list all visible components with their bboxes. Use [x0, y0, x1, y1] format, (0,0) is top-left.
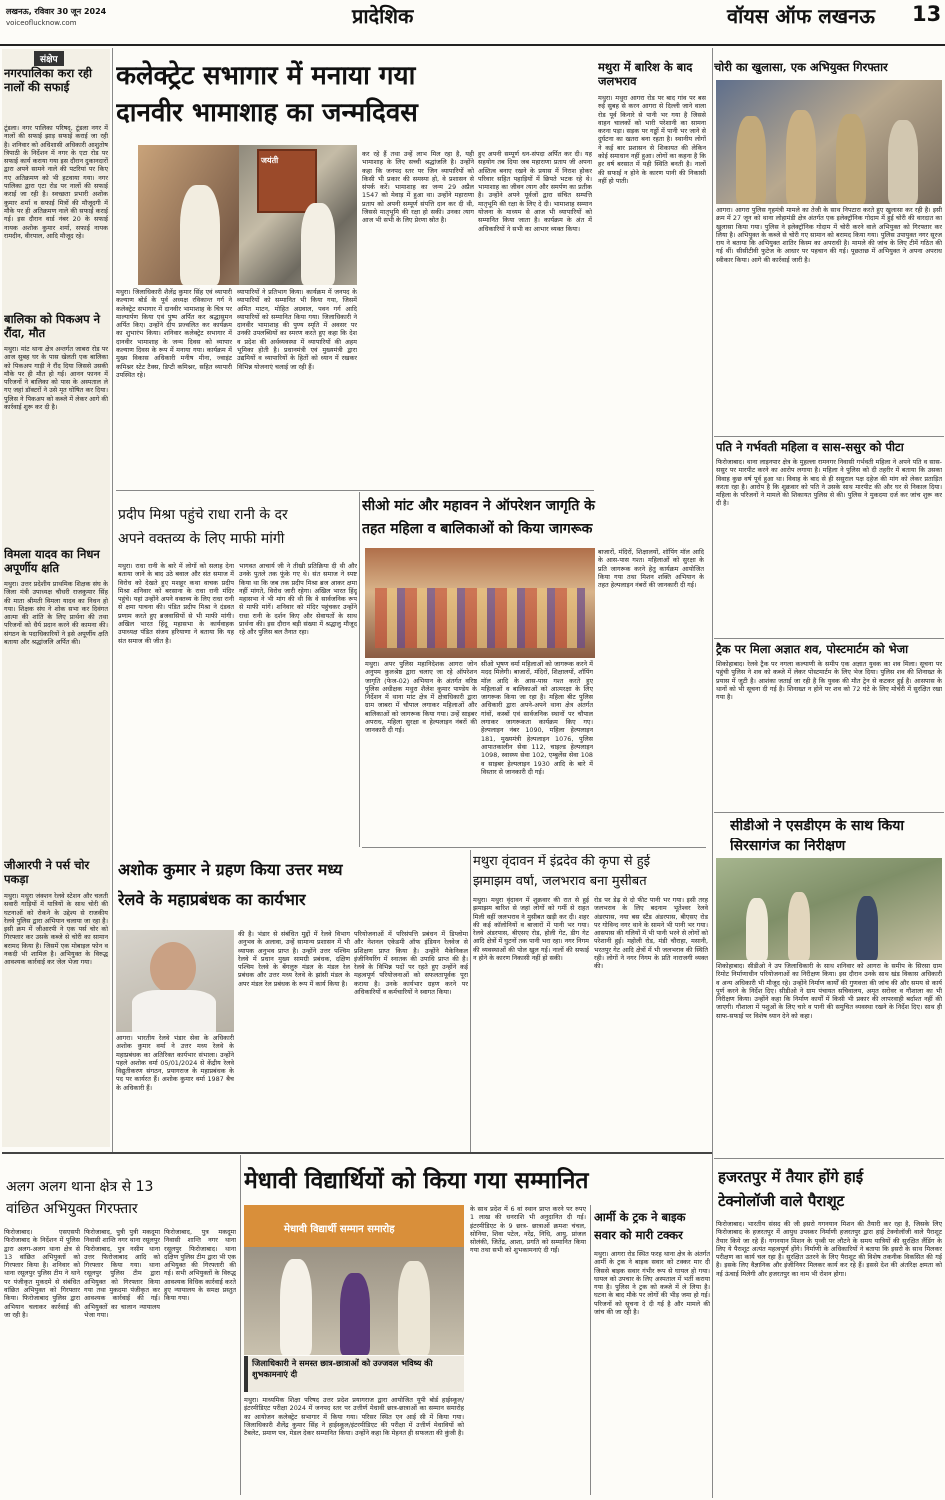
briefs-label: संक्षेप: [34, 51, 64, 66]
brief-4-body: मथुरा। मथुरा जंक्शन रेलवे स्टेशन और चलती सवारी गाड़ियों में यात्रियों के साथ चोरी की घटनाओं को रोकने के उद्देश्य से राजकीय रेलवे पुलिस द्वारा अभियान चलाया जा रहा है। इसी क्रम में जीआरपी ने एक पर्स चोर को गिरफ्तार कर उसके कब्जे से चोरी का सामान बरामद किया है। जिसमें एक मोबाइल फोन व नकदी भी शामिल है। अभियुक्त के विरुद्ध आवश्यक कार्रवाई कर जेल भेजा गया।: [4, 892, 108, 967]
theft-headline: चोरी का खुलासा, एक अभियुक्त गिरफ्तार: [714, 60, 888, 74]
rail-body-a: आगरा। भारतीय रेलवे भंडार सेवा के अधिकारी अशोक कुमार वर्मा ने उत्तर मध्य रेलवे के महाप्रबंधक का अतिरिक्त कार्यभार संभाला। उन्होंने पहले अशोक वर्मा 05/01/2024 से केंद्रीय रेलवे विद्युतीकरण संगठन, प्रयागराज के महाप्रबंधक के पद पर कार्यरत हैं। अशोक कुमार वर्मा 1987 बैच के अधिकारी हैं।: [116, 1034, 234, 1092]
brief-2-body: मथुरा। मांट थाना क्षेत्र अन्तर्गत जाबरा रोड पर आज सुबह घर के पास खेलती एक बालिका को पिकअप गाड़ी ने रौंद दिया जिससे उसकी मौके पर ही मौत हो गई। आनन फानन में परिजनों ने बालिका को पास के अस्पताल ले गए जहां डॉक्टरों ने उसे मृत घोषित कर दिया। पुलिस ने पिकअप को कब्जे में लेकर आगे की कार्रवाई शुरू कर दी है।: [4, 345, 108, 412]
accused-body-b: फिरोजाबाद, पुत्री पुत्री मकदूमा निवासी शान्ति नगर थाना रसूलपुर फिरोजाबाद, पुत्र नसीम थाना उत्तर फिरोजाबाद आदि को गिरफ्तार किया गया। थाना रसूलपुर पुलिस टीम द्वारा अभियुक्त को गिरफ्तार किया गया तथा मुकदमा पंजीकृत कर आवश्यक कार्रवाई की गई। अभियुक्तों का चालान न्यायालय भेजा गया।: [84, 1228, 160, 1319]
rail-photo: [116, 930, 234, 1032]
jagriti-body-b: सीओ भूषण वर्मा महिलाओं को जागरूक करने में मदद मिलेगी। बाजारों, मंदिरों, शिक्षालयों, शॉपिंग मॉल आदि के आस-पास गश्त करते हुए महिलाओं व बालिकाओं को आत्मरक्षा के लिए जागरूक किया जा रहा है। महिला बीट पुलिस अधिकारी द्वारा अपने-अपने थाना क्षेत्र अंतर्गत गांवों, कस्बों एवं सार्वजनिक स्थानों पर चौपाल लगाकर जागरूकता कार्यक्रम किए गए। हेल्पलाइन नंबर 1090, महिला हेल्पलाइन 181, मुख्यमंत्री हेल्पलाइन 1076, पुलिस आपातकालीन सेवा 112, चाइल्ड हेल्पलाइन 1098, स्वास्थ्य सेवा 102, एम्बुलेंस सेवा 108 व साइबर हेल्पलाइन 1930 आदि के बारे में विस्तार से जानकारी दी गई।: [481, 660, 593, 776]
accused-headline-1: अलग अलग थाना क्षेत्र से 13: [6, 1179, 154, 1195]
lead-body-c: कर रहे हैं तथा उन्हें लाभ मिल रहा है, यही भामाशाह के लिए सच्ची श्रद्धांजलि है। उन्होंने कहा कि जनपद स्तर पर जिन व्यापारियों को किसी भी प्रकार की समस्या हो, वे प्रशासन से संपर्क करें। भामाशाह का जन्म 29 अप्रैल 1547 को मेवाड़ में हुआ था। उन्होंने महाराणा प्रताप को अपनी सम्पूर्ण संपत्ति दान कर दी थी, जिससे मातृभूमि की रक्षा हो सकी। उनका त्याग आज भी सभी के लिए प्रेरणा स्रोत है।: [362, 150, 474, 225]
flood-headline-1: मथुरा वृंदावन में इंद्रदेव की कृपा से हुई: [473, 854, 650, 869]
portrait-banner: जयंती: [261, 156, 279, 165]
students-headline: मेधावी विद्यार्थियों को किया गया सम्मानित: [244, 1167, 589, 1194]
website: voiceoflucknow.com: [6, 19, 77, 27]
parachute-headline-1: हजरतपुर में तैयार होंगे हाई: [718, 1168, 864, 1186]
flood-headline-2: झमाझम वर्षा, जलभराव बना मुसीबत: [473, 874, 647, 889]
rail-headline-1: अशोक कुमार ने ग्रहण किया उत्तर मध्य: [118, 860, 343, 879]
sdm-body: शिकोहाबाद। सीडीओ ने उप जिलाधिकारी के साथ शनिवार को आगरा के समीप के सिरसा ग्राम रिमोट निर्माणाधीन परियोजनाओं का निरीक्षण किया। इस दौरान उनके साथ खंड विकास अधिकारी व अन्य अधिकारी भी मौजूद रहे। उन्होंने निर्माण कार्यों की गुणवत्ता की जांच की और समय से कार्य पूर्ण करने के निर्देश दिए। सीडीओ ने ग्राम पंचायत सचिवालय, अमृत सरोवर व गौशाला का भी निरीक्षण किया। उन्होंने कहा कि निर्माण कार्यों में किसी भी प्रकार की लापरवाही बर्दाश्त नहीं की जाएगी। गौशाला में पशुओं के लिए चारे व पानी की समुचित व्यवस्था रखने के निर्देश दिए। साथ ही साफ-सफाई पर विशेष ध्यान देने को कहा।: [716, 962, 942, 1020]
body-found-body: शिकोहाबाद। रेलवे ट्रैक पर नगला कल्याणी के समीप एक अज्ञात युवक का शव मिला। सूचना पर पहुंची पुलिस ने शव को कब्जे में लेकर पोस्टमार्टम के लिए भेज दिया। पुलिस शव की शिनाख्त के प्रयास में जुटी है। आशंका जताई जा रही है कि युवक की मौत ट्रेन से कटकर हुई है। आसपास के थानों को भी सूचना दी गई है। शिनाख्त न होने पर शव को 72 घंटे के लिए मोर्चरी में सुरक्षित रखा गया है।: [716, 660, 942, 702]
parachute-headline-2: टेक्नोलॉजी वाले पैराशूट: [718, 1192, 845, 1210]
accused-body-a: फिरोजाबाद। एसएसपी फिरोजाबाद के निर्देशन में पुलिस द्वारा अलग-अलग थाना क्षेत्र से 13 वांछित अभियुक्तों को गिरफ्तार किया है। शनिवार को थाना रसूलपुर पुलिस टीम ने थाने पर पंजीकृत मुकदमे से संबंधित वांछित अभियुक्त को गिरफ्तार किया। फिरोजाबाद पुलिस द्वारा अभियान चलाकर कार्रवाई की जा रही है।: [4, 1228, 80, 1319]
rail-body-c: परियोजनाओं में परिसंपत्ति प्रबंधन में डिप्लोमा और नेशनल एकेडमी ऑफ इंडियन रेलवेज से प्रशिक्षण प्राप्त किया है। उन्होंने मैकेनिकल इंजीनियरिंग में स्नातक की उपाधि प्राप्त की है। रेलवे के विभिन्न पदों पर रहते हुए उन्होंने कई महत्वपूर्ण परियोजनाओं को सफलतापूर्वक पूरा कराया है। उनके कार्यभार ग्रहण करने पर अधिकारियों व कर्मचारियों ने स्वागत किया।: [354, 930, 468, 997]
lead-headline-1: कलेक्ट्रेट सभागार में मनाया गया: [116, 61, 416, 91]
students-body-c: के साथ प्रदेश में 6 वां स्थान प्राप्त करने पर रुपए 1 लाख की धनराशि भी अनुदानित दी गई। इंटरमीडिएट के 9 छात्र- छात्राओं क्रमशः चंचल, सोनिया, शिवा पटेल, नरेंद्र, निधि, आयु, प्रांजल सोलंकी, जितेंद्र, आशा, प्रगति को सम्मानित किया गया तथा सभी को शुभकामनाएं दी गईं।: [470, 1205, 586, 1255]
lead-body-d: हुए अपनी सम्पूर्ण धन-संपदा अर्पित कर दी। यह सहयोग तब दिया जब महाराणा प्रताप जी अपना अस्तित्व बनाए रखने के प्रयास में निराश होकर परिवार सहित पहाड़ियों में छिपते भटक रहे थे। भामाशाह का जीवन त्याग और समर्पण का प्रतीक है। उन्होंने अपने पूर्वजों द्वारा संचित सम्पत्ति मातृभूमि की रक्षा के लिए दे दी। भामाशाह सम्मान योजना के माध्यम से आज भी व्यापारियों को सम्मानित किया जाता है। कार्यक्रम के अंत में अधिकारियों ने सभी का आभार व्यक्त किया।: [478, 150, 592, 233]
rain-body: मथुरा। मथुरा आगरा रोड पर बाद गांव पर बस रुई सुबह से करन आगरा से दिल्ली जाने वाला रोड पूर्व किनारे से पानी भर गया है जिससे वाहन चालकों को भारी परेशानी का सामना करना पड़ा। सड़क पर गड्ढों में पानी भर जाने से दुर्घटना का खतरा बना रहता है। स्थानीय लोगों ने कई बार प्रशासन से शिकायत की लेकिन कोई समाधान नहीं हुआ। लोगों का कहना है कि हर वर्ष बरसात में यही स्थिति बनती है। नालों की सफाई न होने के कारण पानी की निकासी नहीं हो पाती।: [598, 94, 706, 185]
students-caption: जिलाधिकारी ने समस्त छात्र-छात्राओं को उज्जवल भविष्य की शुभकामनाएं दी: [252, 1358, 433, 1379]
theft-photo: [716, 80, 942, 204]
lead-body-b: व्यापारियों ने प्रतिभाग किया। कार्यक्रम में जनपद के व्यापारियों को सम्मानित भी किया गया, जिसमें अमित माटन, मोहित अग्रवाल, पवन गर्ग आदि व्यापारियों को सम्मानित किया गया। जिलाधिकारी ने दानवीर भामाशाह की पुण्य स्मृति में अवसर पर उनकी उपलब्धियों का स्मरण करते हुए कहा कि देश व प्रदेश की अर्थव्यवस्था में व्यापारियों की अहम भूमिका होती है। प्रधानमंत्री एवं मुख्यमंत्री द्वारा उद्यमियों व व्यापारियों के हितों को ध्यान में रखकर विभिन्न योजनाएं चलाई जा रही हैं।: [237, 288, 357, 371]
jagriti-photo: [365, 548, 595, 658]
brief-3-body: मथुरा। उत्तर प्रदेशीय प्राथमिक शिक्षक संघ के जिला मंत्री उपाध्यक्ष चौधरी राजकुमार सिंह की माता श्रीमती विमला यादव का निधन हो गया। शिक्षक संघ ने शोक सभा कर दिवंगत आत्मा की शांति के लिए प्रार्थना की तथा परिजनों को धैर्य प्रदान करने की कामना की। संगठन के पदाधिकारियों ने इसे अपूर्णीय क्षति बताया और श्रद्धांजलि अर्पित की।: [4, 580, 108, 647]
army-headline-2: सवार को मारी टक्कर: [594, 1228, 683, 1242]
army-body: मथुरा। आगरा रोड स्थित फरह थाना क्षेत्र के अंतर्गत आर्मी के ट्रक ने बाइक सवार को टक्कर मार दी जिससे बाइक सवार गंभीर रूप से घायल हो गया। घायल को उपचार के लिए अस्पताल में भर्ती कराया गया है। पुलिस ने ट्रक को कब्जे में ले लिया है। घटना के बाद मौके पर लोगों की भीड़ जमा हो गई। परिजनों को सूचना दे दी गई है और मामले की जांच की जा रही है।: [594, 1250, 710, 1317]
masthead: [0, 0, 945, 44]
jagriti-headline-2: तहत महिला व बालिकाओं को किया जागरूक: [362, 521, 593, 537]
pradeep-headline-1: प्रदीप मिश्रा पहुंचे राधा रानी के दर: [118, 507, 288, 523]
parachute-body: फिरोजाबाद। भारतीय संसद की जी इसरो गगनयान मिशन की तैयारी कर रहा है, जिसके लिए फिरोजाबाद के हजरतपुर में आयुध उपस्कर निर्माणी हजरतपुर द्वारा हाई टेक्नोलॉजी वाले पैराशूट तैयार किये जा रहे हैं। गगनयान मिशन के पृथ्वी पर लौटने के समय यात्रियों की सुरक्षित लैंडिंग के लिए ये पैराशूट अत्यंत महत्वपूर्ण होंगे। निर्माणी के अधिकारियों ने बताया कि इसरो के साथ मिलकर परीक्षण का कार्य चल रहा है। सुरक्षित उतरने के लिए पैराशूट की विशेष तकनीक विकसित की गई है। इसके लिए वैज्ञानिक और इंजीनियर मिलकर कार्य कर रहे हैं। इससे देश की अंतरिक्ष क्षमता को नई ऊंचाई मिलेगी और हजरतपुर का नाम भी रोशन होगा।: [716, 1220, 942, 1278]
jagriti-body-a: मथुरा। अपर पुलिस महानिदेशक आगरा जोन अनुपम कुलश्रेष्ठ द्वारा चलाए जा रहे ऑपरेशन जागृति (फेज-02) अभियान के अंतर्गत वरिष्ठ पुलिस अधीक्षक मथुरा शैलेश कुमार पाण्डेय के निर्देशन में थाना मांट क्षेत्र में क्षेत्राधिकारी द्वारा ग्राम जाबरा में चौपाल लगाकर महिलाओं और बालिकाओं को जागरूक किया गया। उन्हें साइबर अपराध, महिला सुरक्षा व हेल्पलाइन नंबरों की जानकारी दी गई।: [365, 660, 477, 735]
lead-photo-2: [239, 145, 357, 285]
jagriti-headline-1: सीओ मांट और महावन ने ऑपरेशन जागृति के: [362, 498, 595, 514]
dateline: लखनऊ, रविवार 30 जून 2024: [6, 7, 107, 16]
rail-headline-2: रेलवे के महाप्रबंधक का कार्यभार: [118, 890, 306, 909]
accused-headline-2: वांछित अभियुक्त गिरफ्तार: [6, 1201, 138, 1217]
brief-3-headline: विमला यादव का निधन अपूर्णीय क्षति: [4, 547, 100, 575]
masthead-rule: [0, 44, 945, 46]
page-number: 13: [912, 2, 942, 26]
pradeep-body-a: मथुरा। राधा रानी के बारे में लोगों को सलाह देना बताया जाने के बाद उठे बवाल और संत समाज में विरोध को देखते हुए मशहूर कथा वाचक प्रदीप मिश्रा शनिवार को बरसाना के राधा रानी मंदिर पहुंचे। यहां उन्होंने अपने वक्तव्य के लिए राधा रानी से क्षमा याचना की। पंडित प्रदीप मिश्रा ने दंडवत प्रणाम करते हुए ब्रजवासियों से भी माफी मांगी। अखिल भारत हिंदू महासभा के कार्यवाहक उपाध्यक्ष पंडित संजय हरियाणा ने बताया कि यह संत समाज की जीत है।: [118, 562, 234, 645]
students-photo: [244, 1205, 464, 1355]
flood-body-b: रोड पर डेढ़ से दो फीट पानी भर गया। इसी तरह जलभराव के लिए बदनाम भूतेश्वर रेलवे अंडरपास, नया बस स्टैंड अंडरपास, बीएसए रोड पर गोविन्द नगर थाने के सामने भी पानी भर गया। आसपास की गलियों में भी पानी भरने से लोगों को परेशानी हुई। महोली रोड, मंडी चौराहा, मसानी, भरतपुर गेट आदि क्षेत्रों में भी जलभराव की स्थिति रही। लोगों ने नगर निगम के प्रति नाराजगी व्यक्त की।: [594, 896, 708, 971]
students-body-a: मथुरा। माध्यमिक शिक्षा परिषद उत्तर प्रदेश प्रयागराज द्वारा आयोजित यूपी बोर्ड हाईस्कूल/इंटरमीडिएट परीक्षा 2024 में जनपद स्तर पर उत्तीर्ण मेधावी छात्र-छात्राओं का सम्मान समारोह का आयोजन कलेक्ट्रेट सभागार में किया गया। परिसर स्थित एन आई सी में किया गया। जिलाधिकारी शैलेंद्र कुमार सिंह ने हाईस्कूल/इंटरमीडिएट की परीक्षा में उत्तीर्ण मेधावियों को टैबलेट, प्रमाण पत्र, मेडल देकर सम्मानित किया। उन्होंने कहा कि मेहनत ही सफलता की कुंजी है।: [244, 1396, 464, 1438]
sdm-headline-1: सीडीओ ने एसडीएम के साथ किया: [730, 818, 905, 834]
dowry-body: फिरोजाबाद। थाना लाइनपार क्षेत्र के मुहल्ला रामनगर निवासी गर्भवती महिला ने अपने पति व सास-ससुर पर मारपीट करने का आरोप लगाया है। महिला ने पुलिस को दी तहरीर में बताया कि उसका विवाह कुछ वर्ष पूर्व हुआ था। विवाह के बाद से ही ससुराल पक्ष दहेज की मांग को लेकर प्रताड़ित करता रहा है। आरोप है कि शुक्रवार को पति ने उसके साथ मारपीट की और घर से निकाल दिया। महिला के परिजनों ने मामले की शिकायत पुलिस से की। पुलिस ने मुकदमा दर्ज कर जांच शुरू कर दी है।: [716, 458, 942, 508]
army-headline-1: आर्मी के ट्रक ने बाइक: [594, 1210, 686, 1224]
pradeep-body-b: भागवत आचार्य जी ने तीखी प्रतिक्रिया दी थी और उनके पुतले तक फूंके गए थे। संत समाज ने स्पष्ट किया था कि जब तक प्रदीप मिश्रा ब्रज आकर क्षमा नहीं मांगते, विरोध जारी रहेगा। अखिल भारत हिंदू महासभा ने भी मांग की थी कि वे सार्वजनिक रूप से माफी मांगें। शनिवार को मंदिर पहुंचकर उन्होंने राधा रानी के दर्शन किए और सेवायतों के साथ प्रार्थना की। इस दौरान बड़ी संख्या में श्रद्धालु मौजूद रहे और पुलिस बल तैनात रहा।: [239, 562, 357, 637]
brief-2-headline: बालिका को पिकअप ने रौंदा, मौत: [4, 312, 100, 340]
rail-body-b: की है। भंडार से संबंधित मुद्दों में रेलवे विभाग अनुभव के अलावा, उन्हें सामान्य प्रशासन में भी व्यापक अनुभव प्राप्त है। उन्होंने उत्तर पश्चिम रेलवे में प्रधान मुख्य सामग्री प्रबंधक, दक्षिण पश्चिम रेलवे के बेंगलुरु मंडल के मंडल रेल प्रबंधक और उत्तर मध्य रेलवे के झांसी मंडल के अपर मंडल रेल प्रबंधक के रूप में कार्य किया है।: [238, 930, 350, 988]
pradeep-headline-2: अपने वक्तव्य के लिए माफी मांगी: [118, 531, 285, 547]
dowry-headline: पति ने गर्भवती महिला व सास-ससुर को पीटा: [716, 440, 904, 454]
brief-4-headline: जीआरपी ने पर्स चोर पकड़ा: [4, 858, 90, 886]
lead-headline-2: दानवीर भामाशाह का जन्मदिवस: [116, 98, 418, 128]
flood-body-a: मथुरा। मथुरा वृंदावन में शुक्रवार की रात से हुई झमाझम बारिश से जहां लोगों को गर्मी से राहत मिली वहीं जलभराव ने मुसीबत खड़ी कर दी। शहर की कई कॉलोनियों व बाजारों में पानी भर गया। रेलवे अंडरपास, बीएसए रोड, होली गेट, डीग गेट आदि क्षेत्रों में घुटनों तक पानी भरा रहा। नगर निगम की व्यवस्थाओं की पोल खुल गई। नालों की सफाई न होने के कारण निकासी नहीं हो सकी।: [473, 896, 589, 963]
accused-body-c: फिरोजाबाद, पुत्र मकदूमा निवासी शान्ति नगर थाना रसूलपुर फिरोजाबाद। थाना दक्षिण पुलिस टीम द्वारा भी एक अभियुक्त की गिरफ्तारी की गई। सभी अभियुक्तों के विरुद्ध आवश्यक विधिक कार्रवाई करते हुए न्यायालय के समक्ष प्रस्तुत किया गया।: [164, 1228, 236, 1303]
sdm-photo: [716, 858, 942, 960]
brief-1-body: टूंडला। नगर पालिका परिषद्, टूंडला नगर में नालों की सफाई झाड़ सफाई कराई जा रही है। शनिवार को अधिशासी अधिकारी आशुतोष त्रिपाठी के निर्देशन में नगर के एटा रोड पर सफाई कार्य कराया गया इस दौरान दुकानदारों द्वारा अपने सामने नाले की पटरियां पर किए गए अतिक्रमण को भी हटवाया गया। नगर पालिका द्वारा एटा रोड पर नालों की सफाई कराई जा रही है। स्वच्छता प्रभारी अशोक कुमार शर्मा व सफाई मित्रों की मौजूदगी में मौके पर ही अतिक्रमण नाले की सफाई कराई गई। इस दौरान वार्ड नंबर 20 के सफाई नायक अशोक कुमार शर्मा, सफाई नायक रामदीन, वीरपाल, आदि मौजूद रहे।: [4, 124, 108, 240]
rain-headline: मथुरा में बारिश के बाद जलभराव: [598, 60, 693, 88]
lead-body-a: मथुरा। जिलाधिकारी शैलेंद्र कुमार सिंह एवं व्यापारी कल्याण बोर्ड के पूर्व अध्यक्ष रविकान्त गर्ग ने कलेक्ट्रेट सभागार में दानवीर भामाशाह के चित्र पर माल्यार्पण किया एवं पुष्प अर्पित कर श्रद्धासुमन अर्पित किए। उन्होंने दीप प्रज्वलित कर कार्यक्रम का शुभारंभ किया। शनिवार कलेक्ट्रेट सभागार में दानवीर भामाशाह के जन्म दिवस को व्यापार कल्याण दिवस के रूप में मनाया गया। कार्यक्रम में मुख्य विकास अधिकारी मनीष मीना, ज्वाइंट कमिश्नर स्टेट टैक्स, डिप्टी कमिश्नर, सहित व्यापारी उपस्थित रहे।: [116, 288, 232, 379]
body-found-headline: ट्रैक पर मिला अज्ञात शव, पोस्टमार्टम को भेजा: [716, 642, 909, 656]
sdm-headline-2: सिरसागंज का निरीक्षण: [730, 838, 846, 854]
students-banner: मेधावी विद्यार्थी सम्मान समारोह: [284, 1224, 395, 1235]
paper-name: वॉयस ऑफ लखनऊ: [727, 4, 875, 28]
brief-1-headline: नगरपालिका करा रही नालों की सफाई: [4, 66, 92, 94]
jagriti-body-c: बाजारों, मंदिरों, शिक्षालयों, शॉपिंग मॉल आदि के आस-पास गश्त। महिलाओं को सुरक्षा के प्रति जागरूक करने हेतु कार्यक्रम आयोजित किया गया तथा मिशन शक्ति अभियान के तहत हेल्पलाइन नंबरों की जानकारी दी गई।: [598, 548, 704, 590]
theft-body: आगरा। आगरा पुलिस गृहमंत्री मामले का तेजी के साथ निपटारा करते हुए खुलासा कर रही है। इसी क्रम में 27 जून को थाना लोहामंडी क्षेत्र अंतर्गत एक इलेक्ट्रॉनिक गोदाम में हुई चोरी की वारदात का खुलासा किया गया। पुलिस ने इलेक्ट्रॉनिक गोदाम में चोरी करने वाले अभियुक्त को गिरफ्तार कर लिया है। अभियुक्त के कब्जे से चोरी गए सामान को बरामद किया गया। पुलिस उपायुक्त नगर सूरज राय ने बताया कि अभियुक्त शातिर किस्म का अपराधी है। मामले की जांच के लिए टीमें गठित की गई थीं। सीसीटीवी फुटेज के आधार पर पहचान की गई। पूछताछ में अभियुक्त ने अपना अपराध स्वीकार किया। आगे की कार्रवाई जारी है।: [716, 206, 942, 264]
section-title: प्रादेशिक: [352, 4, 414, 28]
